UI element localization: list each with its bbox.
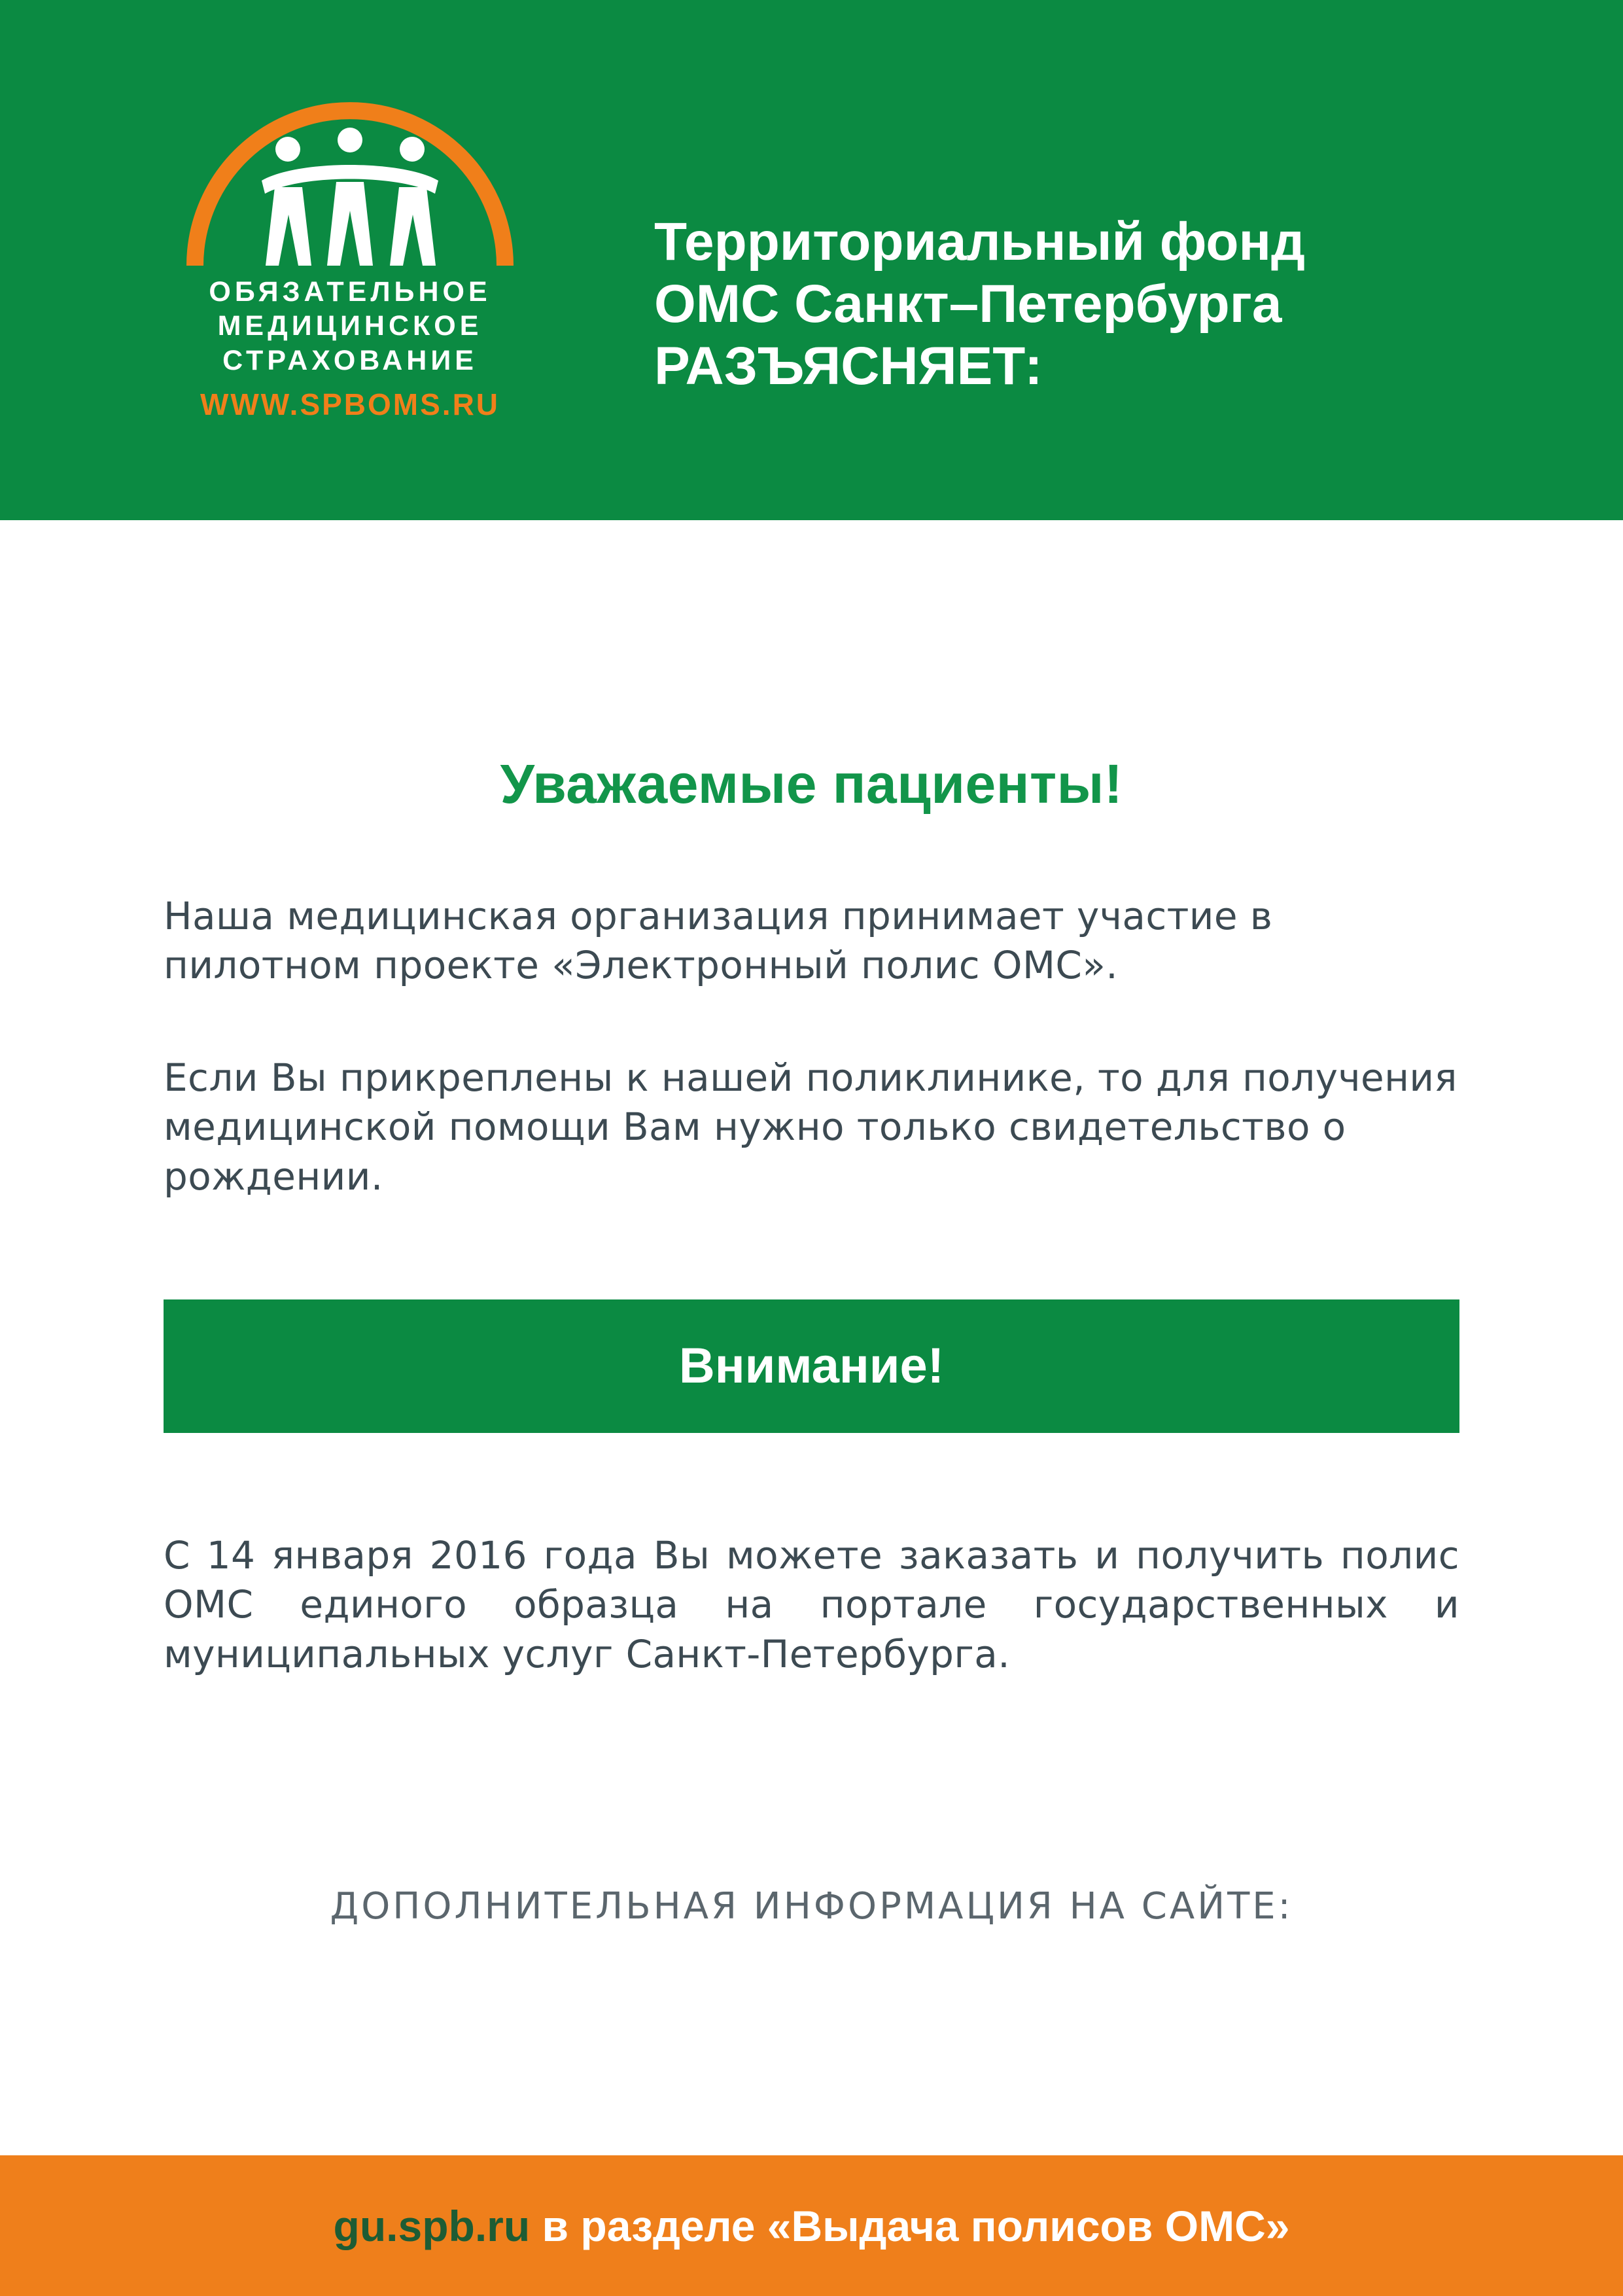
- footer-site-link[interactable]: gu.spb.ru: [333, 2201, 531, 2250]
- paragraph-participation: Наша медицинская организация принимает участие в пилотном проекте «Электронный полис ОМС».: [164, 894, 1273, 988]
- document-footer: [0, 2155, 1623, 2296]
- extra-info-label: ДОПОЛНИТЕЛЬНАЯ ИНФОРМАЦИЯ НА САЙТЕ:: [330, 1885, 1293, 1928]
- paragraph-birth-certificate: Если Вы прикреплены к нашей поликлинике, то для получения медицинской помощи Вам нужно только свидетельство о рождении.: [164, 1055, 1457, 1199]
- page-title-line-2: ОМС Санкт–Петербурга: [654, 274, 1282, 334]
- logo-caption-line-1: ОБЯЗАТЕЛЬНОЕ: [209, 276, 491, 308]
- attention-label: Внимание!: [678, 1338, 945, 1394]
- page-title-line-1: Территориальный фонд: [654, 212, 1306, 272]
- logo-caption-line-3: СТРАХОВАНИЕ: [222, 344, 478, 376]
- document-body: [0, 752, 1623, 1928]
- document-header: [0, 0, 1623, 520]
- page-title-line-3: РАЗЪЯСНЯЕТ:: [654, 336, 1043, 397]
- attention-banner: [164, 1299, 1459, 1433]
- oms-people-arch-logo: [183, 72, 517, 268]
- footer-section-label: в разделе «Выдача полисов ОМС»: [530, 2201, 1290, 2250]
- logo-block: [147, 72, 553, 445]
- logo-caption: [147, 275, 553, 422]
- page-title: [654, 211, 1570, 397]
- salutation-heading: Уважаемые пациенты!: [500, 753, 1123, 815]
- footer-text[interactable]: [334, 2201, 1290, 2251]
- paragraph-order-policy: С 14 января 2016 года Вы можете заказать и получить полис ОМС единого образца на портале государственных и муниципальных услуг Санкт-Петербурга.: [164, 1532, 1459, 1676]
- logo-caption-line-2: МЕДИЦИНСКОЕ: [217, 310, 483, 342]
- logo-website-url[interactable]: WWW.SPBOMS.RU: [200, 387, 500, 422]
